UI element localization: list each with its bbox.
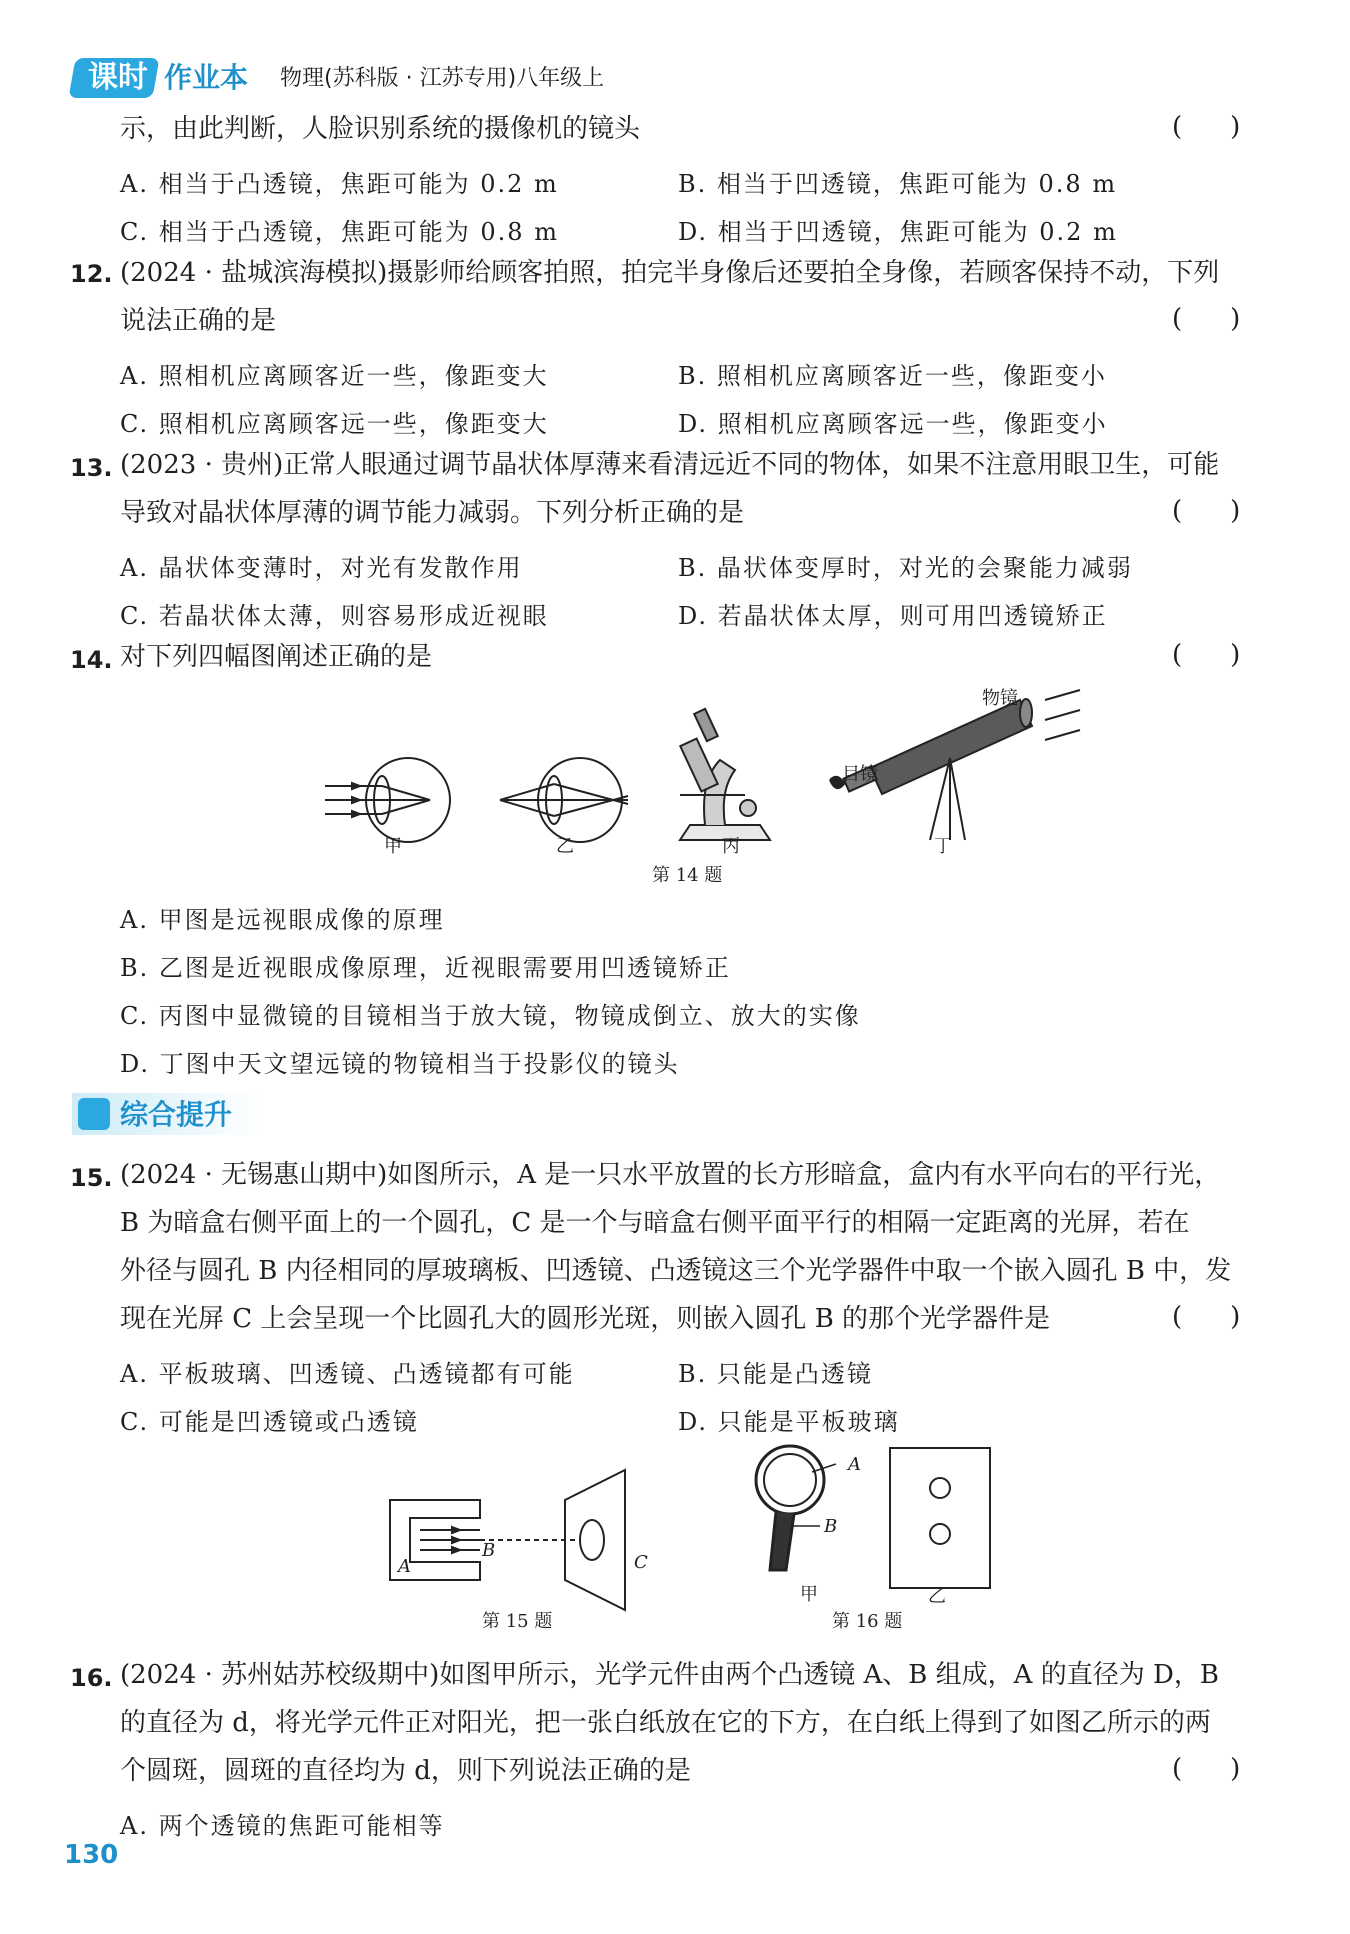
lens-a [756, 1446, 824, 1514]
q16-stem-line3: 个圆斑，圆斑的直径均为 d，则下列说法正确的是 [120, 1756, 691, 1786]
q15-stem-line3: 外径与圆孔 B 内径相同的厚玻璃板、凹透镜、凸透镜这三个光学器件中取一个嵌入圆孔 B 中，发 [120, 1256, 1232, 1286]
microscope-illustration [680, 709, 770, 840]
q16-label-a: A [848, 1454, 861, 1475]
q13-answer-paren: () [1172, 496, 1289, 526]
q15-number: 15. [70, 1164, 113, 1192]
q14-label-jia: 甲 [384, 836, 402, 857]
q15-label-a: A [398, 1556, 411, 1577]
q15-option-a: A. 平板玻璃、凹透镜、凸透镜都有可能 [120, 1360, 575, 1388]
q13-stem-line1: (2023 · 贵州)正常人眼通过调节晶状体厚薄来看清远近不同的物体，如果不注意用眼卫生，可能 [120, 450, 1220, 480]
q14-answer-paren: () [1172, 640, 1289, 670]
q12-option-d: D. 照相机应离顾客远一些，像距变小 [678, 410, 1108, 438]
q12-stem-line1: (2024 · 盐城滨海模拟)摄影师给顾客拍照，拍完半身像后还要拍全身像，若顾客保持不动，下列 [120, 258, 1220, 288]
q16-number: 16. [70, 1664, 113, 1692]
eye-diagram-yi [500, 758, 628, 842]
q16-label-b: B [824, 1516, 838, 1537]
thumbs-up-icon [78, 1098, 110, 1130]
q15-stem-line4: 现在光屏 C 上会呈现一个比圆孔大的圆形光斑，则嵌入圆孔 B 的那个光学器件是 [120, 1304, 1051, 1334]
q12-option-c: C. 照相机应离顾客远一些，像距变大 [120, 410, 549, 438]
q11-option-a: A. 相当于凸透镜，焦距可能为 0.2 m [120, 170, 559, 198]
section-title: 综合提升 [120, 1098, 233, 1131]
q15-option-d: D. 只能是平板玻璃 [678, 1408, 900, 1436]
q14-option-d: D. 丁图中天文望远镜的物镜相当于投影仪的镜头 [120, 1050, 680, 1078]
q15-label-c: C [634, 1552, 648, 1573]
brand-logo: 课时 [88, 60, 148, 95]
q16-figure-caption: 第 16 题 [832, 1611, 903, 1632]
q15-stem-line2: B 为暗盒右侧平面上的一个圆孔，C 是一个与暗盒右侧平面平行的相隔一定距离的光屏，若在 [120, 1208, 1190, 1238]
q15-stem-line1: (2024 · 无锡惠山期中)如图所示，A 是一只水平放置的长方形暗盒，盒内有水平向右的平行光， [120, 1160, 1221, 1190]
q15-option-b: B. 只能是凸透镜 [678, 1360, 873, 1388]
q11-answer-paren: () [1172, 112, 1289, 142]
brand-subtitle: 作业本 [164, 61, 249, 94]
q16-stem-line2: 的直径为 d，将光学元件正对阳光，把一张白纸放在它的下方，在白纸上得到了如图乙所示的两 [120, 1708, 1211, 1738]
q15-option-c: C. 可能是凹透镜或凸透镜 [120, 1408, 419, 1436]
q14-option-a: A. 甲图是远视眼成像的原理 [120, 906, 445, 934]
q15-answer-paren: () [1172, 1302, 1289, 1332]
q16-figure [740, 1430, 1000, 1590]
q16-stem-line1: (2024 · 苏州姑苏校级期中)如图甲所示，光学元件由两个凸透镜 A、B 组成，A 的直径为 D，B [120, 1660, 1219, 1690]
q14-label-objective: 物镜 [982, 688, 1018, 709]
page-number: 130 [64, 1840, 119, 1870]
q16-label-yi: 乙 [928, 1586, 946, 1607]
q13-stem-line2: 导致对晶状体厚薄的调节能力减弱。下列分析正确的是 [120, 498, 745, 528]
q13-number: 13. [70, 454, 113, 482]
q13-option-a: A. 晶状体变薄时，对光有发散作用 [120, 554, 523, 582]
q11-option-b: B. 相当于凹透镜，焦距可能为 0.8 m [678, 170, 1118, 198]
q12-answer-paren: () [1172, 304, 1289, 334]
q11-option-c: C. 相当于凸透镜，焦距可能为 0.8 m [120, 218, 559, 246]
q14-figure-caption: 第 14 题 [652, 865, 723, 886]
q14-label-yi: 乙 [556, 836, 574, 857]
q12-number: 12. [70, 260, 113, 288]
q14-label-ding: 丁 [934, 836, 952, 857]
q16-answer-paren: () [1172, 1754, 1289, 1784]
q12-stem-line2: 说法正确的是 [120, 306, 277, 336]
q14-stem-line1: 对下列四幅图阐述正确的是 [120, 642, 433, 672]
white-paper [890, 1448, 990, 1588]
q12-option-a: A. 照相机应离顾客近一些，像距变大 [120, 362, 549, 390]
q14-label-bing: 丙 [722, 836, 740, 857]
q11-stem-tail: 示，由此判断，人脸识别系统的摄像机的镜头 [120, 114, 641, 144]
q16-option-a: A. 两个透镜的焦距可能相等 [120, 1812, 445, 1840]
q15-figure-caption: 第 15 题 [482, 1611, 553, 1632]
q14-option-b: B. 乙图是近视眼成像原理，近视眼需要用凹透镜矫正 [120, 954, 731, 982]
q16-label-jia: 甲 [800, 1584, 818, 1605]
q13-option-b: B. 晶状体变厚时，对光的会聚能力减弱 [678, 554, 1133, 582]
q14-number: 14. [70, 646, 113, 674]
header-title: 物理(苏科版 · 江苏专用)八年级上 [280, 66, 605, 91]
q13-option-c: C. 若晶状体太薄，则容易形成近视眼 [120, 602, 549, 630]
q14-option-c: C. 丙图中显微镜的目镜相当于放大镜，物镜成倒立、放大的实像 [120, 1002, 861, 1030]
eye-diagram-jia [325, 758, 450, 842]
q13-option-d: D. 若晶状体太厚，则可用凹透镜矫正 [678, 602, 1108, 630]
q14-label-eyepiece: 目镜 [842, 764, 878, 785]
q15-label-b: B [482, 1540, 496, 1561]
q11-option-d: D. 相当于凹透镜，焦距可能为 0.2 m [678, 218, 1118, 246]
q12-option-b: B. 照相机应离顾客近一些，像距变小 [678, 362, 1107, 390]
